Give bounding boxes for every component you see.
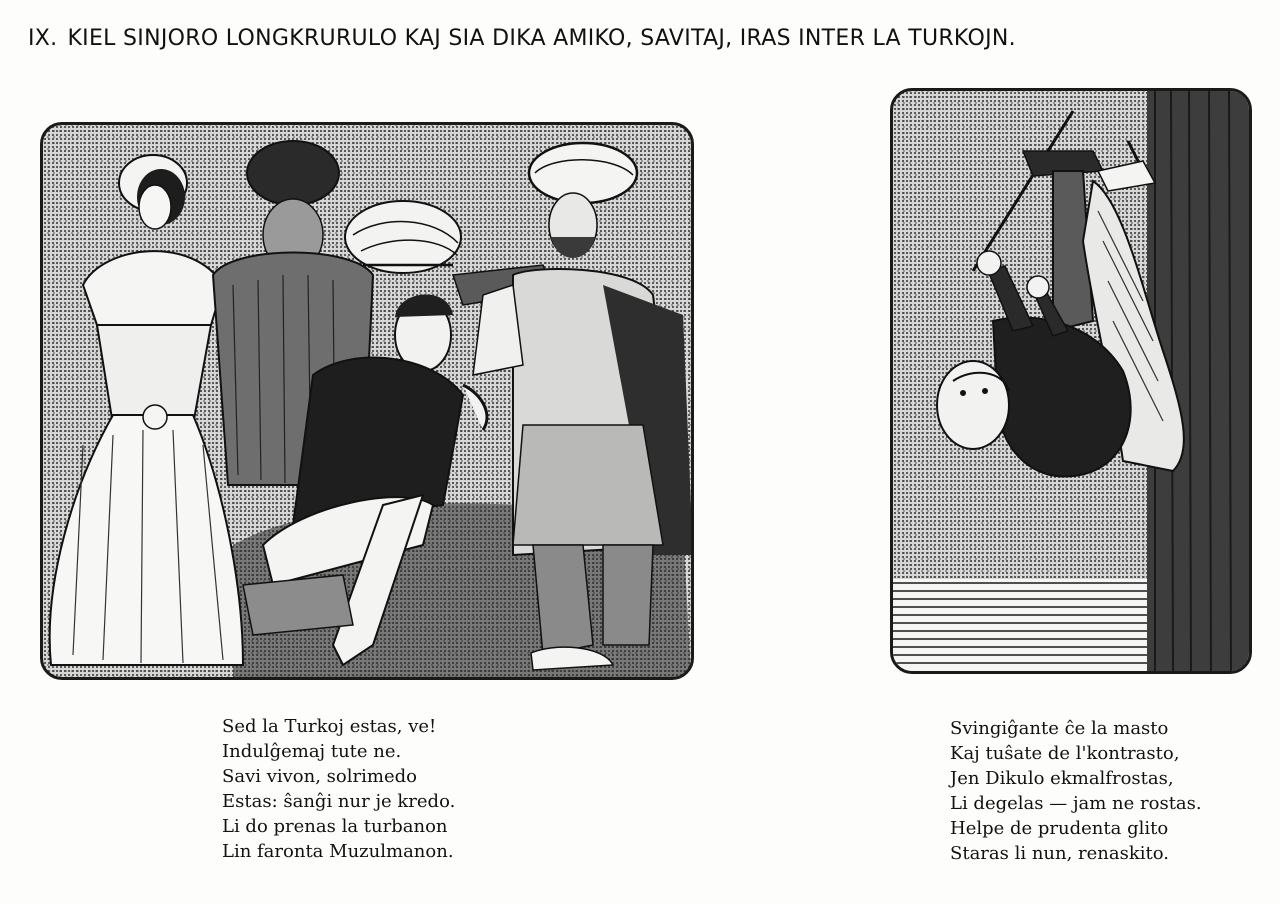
verse-right bbox=[950, 716, 1202, 866]
conversion-scene-drawing bbox=[43, 125, 691, 677]
illustration-conversion-scene bbox=[40, 122, 694, 680]
verse-line: Staras li nun, renaskito. bbox=[950, 843, 1170, 864]
illustration-mast-scene bbox=[890, 88, 1252, 674]
chapter-heading: KIEL SINJORO LONGKRURULO KAJ SIA DIKA AMIKO, SAVITAJ, IRAS INTER LA TURKOJN. bbox=[67, 26, 1016, 51]
verse-line: Savi vivon, solrimedo bbox=[222, 766, 417, 787]
verse-line: Lin faronta Muzulmanon. bbox=[222, 841, 454, 862]
verse-line: Indulĝemaj tute ne. bbox=[222, 741, 402, 762]
verse-left bbox=[222, 714, 455, 864]
mast-scene-drawing bbox=[893, 91, 1249, 671]
verse-line: Helpe de prudenta glito bbox=[950, 818, 1169, 839]
verse-line: Li do prenas la turbanon bbox=[222, 816, 448, 837]
held-turban bbox=[345, 201, 461, 273]
chapter-title bbox=[28, 26, 1268, 51]
sea-lines bbox=[893, 579, 1147, 671]
verse-line: Sed la Turkoj estas, ve! bbox=[222, 716, 437, 737]
verse-line: Estas: ŝanĝi nur je kredo. bbox=[222, 791, 456, 812]
chapter-numeral: IX. bbox=[28, 26, 58, 51]
woman-figure bbox=[50, 155, 243, 665]
hanging-man-figure bbox=[937, 151, 1184, 477]
verse-line: Li degelas — jam ne rostas. bbox=[950, 793, 1202, 814]
verse-line: Jen Dikulo ekmalfrostas, bbox=[950, 768, 1174, 789]
verse-line: Svingiĝante ĉe la masto bbox=[950, 718, 1169, 739]
verse-line: Kaj tuŝate de l'kontrasto, bbox=[950, 743, 1180, 764]
